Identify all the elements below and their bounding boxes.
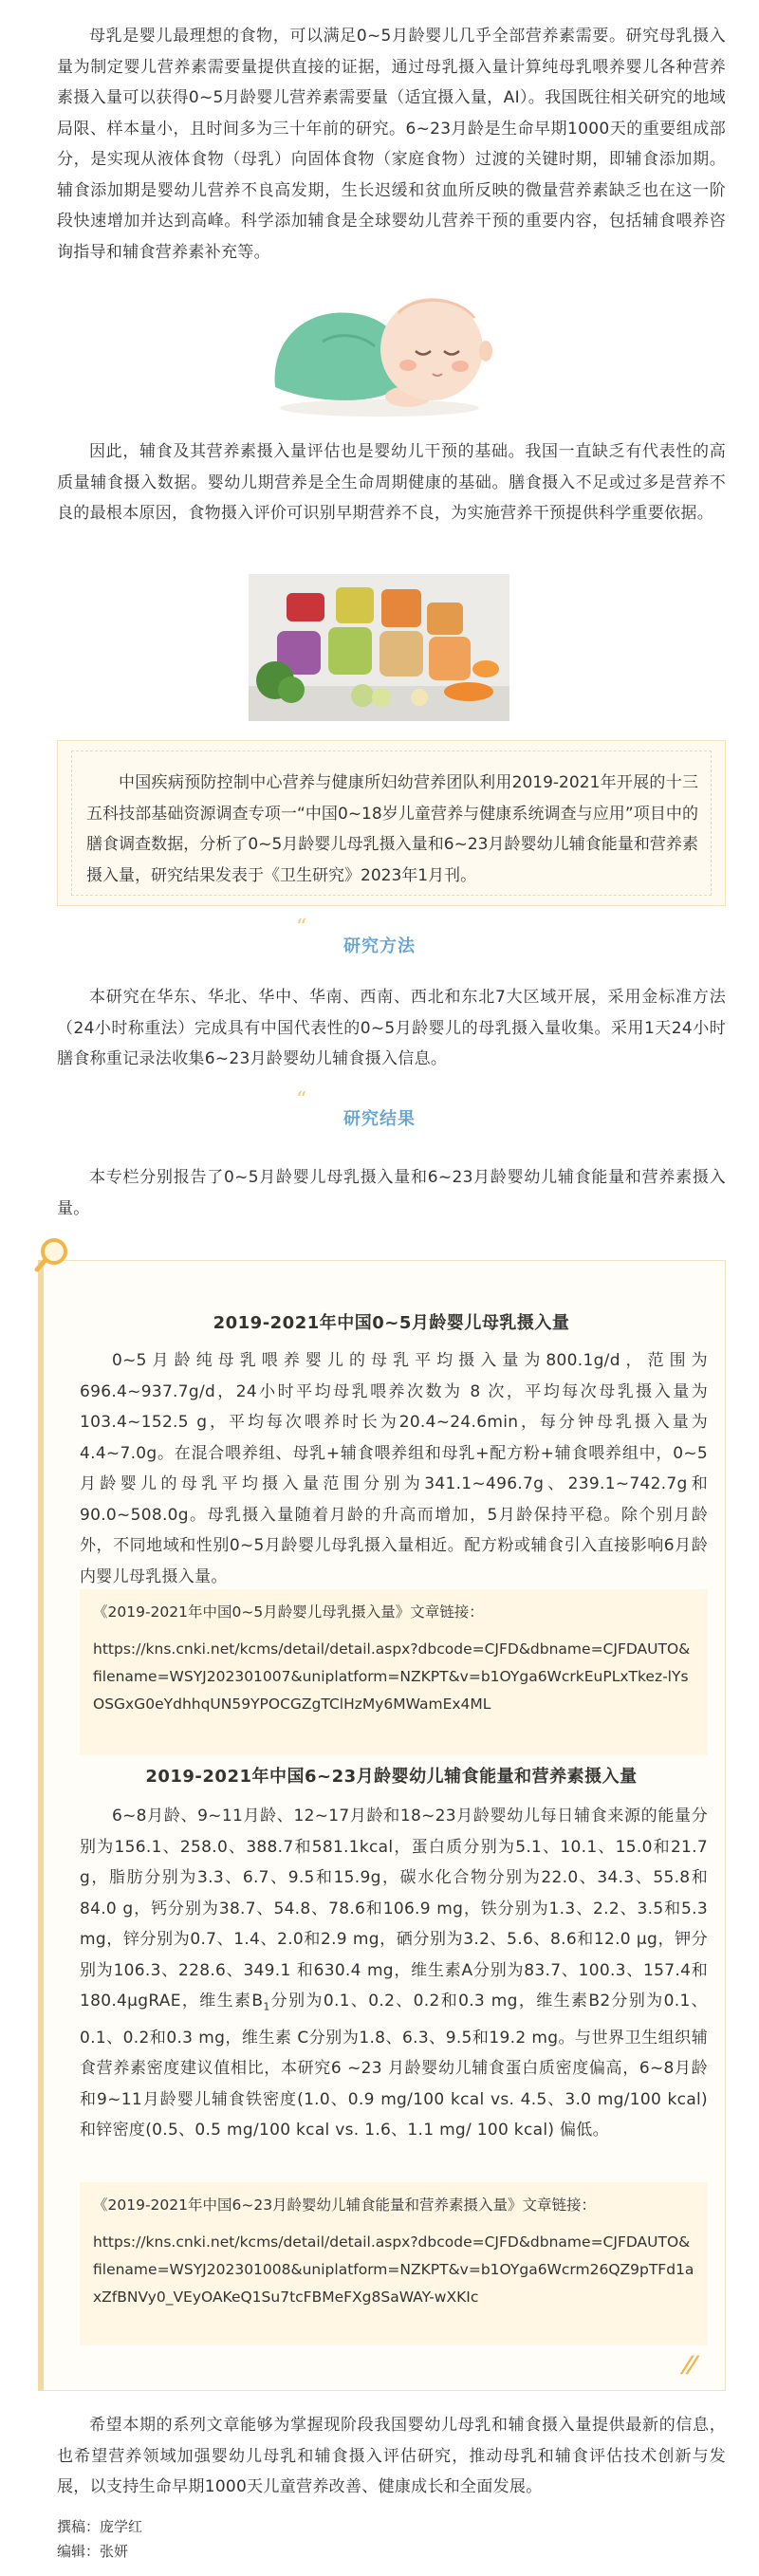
breastmilk-reference-label: 《2019-2021年中国0~5月龄婴儿母乳摄入量》文章链接： (93, 1603, 484, 1621)
sleeping-baby-illustration (266, 275, 493, 422)
author-credit (57, 2514, 142, 2539)
breastmilk-reference-link[interactable]: https://kns.cnki.net/kcms/detail/detail.aspx?dbcode=CJFD&dbname=CJFDAUTO&filename=WSYJ202301007&uniplatform=NZKPT&v=b1OYga6WcrkEuPLxTkez-lYsOSGxG0eYdhhqUN59YPOCGZgTClHzMy6MWamEx4ML (93, 1640, 691, 1713)
editor-label: 编辑： (57, 2543, 101, 2560)
magnifier-icon (33, 1235, 71, 1273)
results-title: 研究结果 (343, 1109, 416, 1129)
decorative-slash-icon: // (678, 2351, 699, 2378)
intro-paragraph-1: 母乳是婴儿最理想的食物，可以满足0~5月龄婴儿几乎全部营养素需要。研究母乳摄入量为制定婴儿营养素需要量提供直接的证据，通过母乳摄入量计算纯母乳喂养婴儿各种营养素摄入量可以获得0~5月龄婴儿营养素需要量（适宜摄入量，AI）。我国既往相关研究的地域局限、样本量小，且时间多为三十年前的研究。6~23月龄是生命早期1000天的重要组成部分，是实现从液体食物（母乳）向固体食物（家庭食物）过渡的关键时期，即辅食添加期。辅食添加期是婴幼儿营养不良高发期，生长迟缓和贫血所反映的微量营养素缺乏也在这一阶段快速增加并达到高峰。科学添加辅食是全球婴幼儿营养干预的重要内容，包括辅食喂养咨询指导和辅食营养素补充等。 (57, 27, 726, 262)
editor-credit (57, 2539, 128, 2564)
baby-food-photo (249, 574, 509, 721)
breastmilk-intake-text: 0~5月龄纯母乳喂养婴儿的母乳平均摄入量为800.1g/d，范围为696.4~937.7g/d，24小时平均母乳喂养次数为 8 次，平均每次母乳摄入量为 103.4~152.5 g，平均每次喂养时长为20.4~24.6min，每分钟母乳摄入量为4.4~7.0g。在混合喂养组、母乳+辅食喂养组和母乳+配方粉+辅食喂养组中，0~5月龄婴儿的母乳平均摄入量范围分别为341.1~496.7g、239.1~742.7g和90.0~508.0g。母乳摄入量随着月龄的升高而增加，5月龄保持平稳。除个别月龄外，不同地域和性别0~5月龄婴儿母乳摄入量相近。配方粉或辅食引入直接影响6月龄内婴儿母乳摄入量。 (80, 1351, 708, 1586)
quote-mark-icon: “ (296, 916, 307, 939)
editor-name: 张妍 (100, 2543, 129, 2560)
complementary-food-text (80, 1801, 708, 2146)
author-name: 庞学红 (100, 2518, 143, 2535)
complementary-reference-label: 《2019-2021年中国6~23月龄婴幼儿辅食能量和营养素摄入量》文章链接： (93, 2196, 597, 2214)
complementary-food-text-part-a: 6~8月龄、9~11月龄、12~17月龄和18~23月龄婴幼儿每日辅食来源的能量分别为156.1、258.0、388.7和581.1kcal，蛋白质分别为5.1、10.1、15.0和21.7 g，脂肪分别为3.3、6.7、9.5和15.9g，碳水化合物分别为22.0、34.3、55.8和84.0 g，钙分别为38.7、54.8、78.6和106.9 mg，铁分别为1.3、2.2、3.5和5.3 mg，锌分别为0.7、1.4、2.0和2.9 mg，硒分别为3.2、5.6、8.6和12.0 μg，钾分别为106.3、228.6、349.1 和630.4 mg，维生素A分别为83.7、100.3、157.4和180.4μgRAE，维生素B (80, 1807, 708, 2011)
study-summary-box (57, 740, 726, 906)
complementary-reference-box (80, 2182, 708, 2345)
methods-title: 研究方法 (343, 936, 416, 956)
intro-paragraph-2: 因此，辅食及其营养素摄入量评估也是婴幼儿干预的基础。我国一直缺乏有代表性的高质量辅食摄入数据。婴幼儿期营养是全生命周期健康的基础。膳食摄入不足或过多是营养不良的最根本原因，食物摄入评价可识别早期营养不良，为实施营养干预提供科学重要依据。 (57, 442, 726, 523)
breastmilk-reference-box (80, 1589, 708, 1755)
breastmilk-intake-title: 2019-2021年中国0~5月龄婴儿母乳摄入量 (213, 1313, 570, 1333)
vitamin-b-subscript: 1 (263, 2000, 270, 2013)
author-label: 撰稿： (57, 2518, 101, 2535)
complementary-food-title: 2019-2021年中国6~23月龄婴幼儿辅食能量和营养素摄入量 (145, 1767, 638, 1787)
study-summary-text: 中国疾病预防控制中心营养与健康所妇幼营养团队利用2019-2021年开展的十三五科技部基础资源调查专项一“中国0~18岁儿童营养与健康系统调查与应用”项目中的膳食调查数据，分析了0~5月龄婴儿母乳摄入量和6~23月龄婴幼儿辅食能量和营养素摄入量，研究结果发表于《卫生研究》2023年1月刊。 (86, 773, 698, 885)
results-intro-paragraph: 本专栏分别报告了0~5月龄婴儿母乳摄入量和6~23月龄婴幼儿辅食能量和营养素摄入量。 (57, 1168, 726, 1218)
quote-mark-icon: “ (296, 1088, 307, 1112)
results-card-accent-bar (38, 1260, 44, 2391)
complementary-reference-link[interactable]: https://kns.cnki.net/kcms/detail/detail.aspx?dbcode=CJFD&dbname=CJFDAUTO&filename=WSYJ202301008&uniplatform=NZKPT&v=b1OYga6Wcrm26QZ9pTFd1axZfBNVy0_VEyOAKeQ1Su7tcFBMeFXg8SaWAY-wXKIc (93, 2233, 694, 2306)
complementary-food-text-part-b: 分别为0.1、0.2、0.2和0.3 mg，维生素B2分别为0.1、0.1、0.2和0.3 mg，维生素 C分别为1.8、6.3、9.5和19.2 mg。与世界卫生组织辅食营养素密度建议值相比，本研究6 ~23 月龄婴幼儿辅食蛋白质密度偏高，6~8月龄和9~11月龄婴儿辅食铁密度(1.0、0.9 mg/100 kcal vs. 4.5、3.0 mg/100 kcal)和锌密度(0.5、0.5 mg/100 kcal vs. 1.6、1.1 mg/ 100 kcal) 偏低。 (80, 1992, 708, 2140)
closing-paragraph: 希望本期的系列文章能够为掌握现阶段我国婴幼儿母乳和辅食摄入量提供最新的信息，也希望营养领域加强婴幼儿母乳和辅食摄入评估研究，推动母乳和辅食评估技术创新与发展，以支持生命早期1000天儿童营养改善、健康成长和全面发展。 (57, 2416, 726, 2496)
methods-paragraph: 本研究在华东、华北、华中、华南、西南、西北和东北7大区域开展，采用金标准方法（24小时称重法）完成具有中国代表性的0~5月龄婴儿的母乳摄入量收集。采用1天24小时膳食称重记录法收集6~23月龄婴幼儿辅食摄入信息。 (57, 988, 726, 1068)
